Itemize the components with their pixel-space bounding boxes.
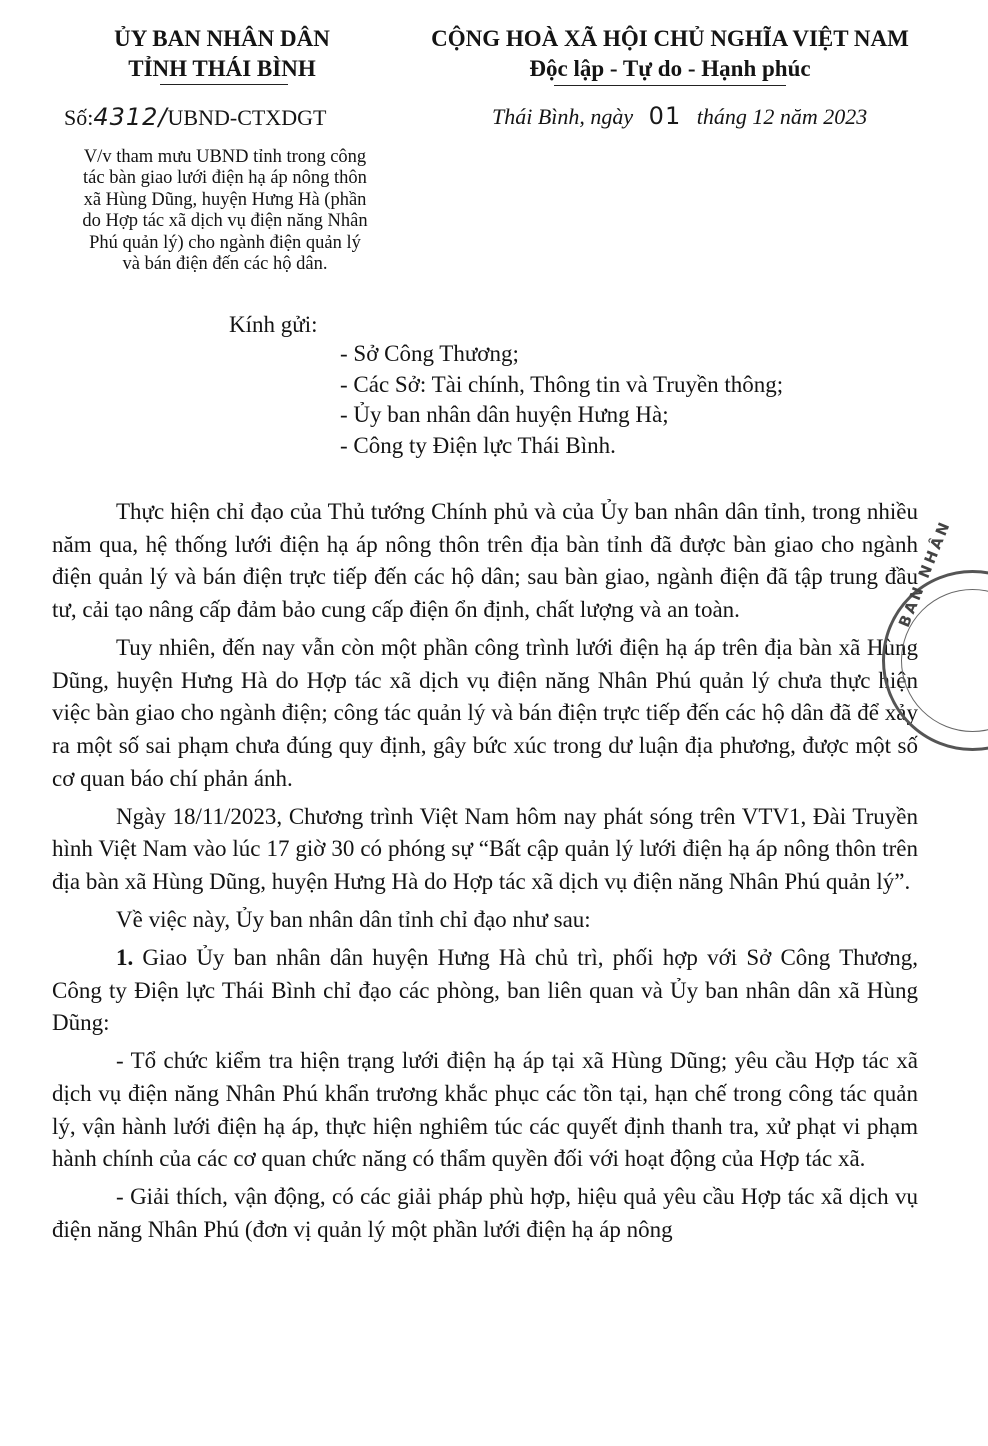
body-paragraph-numbered xyxy=(52,942,918,1040)
body-paragraph: Về việc này, Ủy ban nhân dân tỉnh chỉ đạo như sau: xyxy=(116,907,591,932)
subject-line: V/v tham mưu UBND tỉnh trong công xyxy=(83,147,367,167)
recipient-item: - Công ty Điện lực Thái Bình. xyxy=(340,432,616,458)
motto-underline xyxy=(554,85,786,86)
item-text: Giao Ủy ban nhân dân huyện Hưng Hà chủ trì, phối hợp với Sở Công Thương, Công ty Điện lực Thái Bình chỉ đạo các phòng, ban liên quan và Ủy ban nhân dân xã Hùng Dũng: xyxy=(52,944,918,1036)
national-motto: Độc lập - Tự do - Hạnh phúc xyxy=(529,56,811,81)
document-number xyxy=(64,103,326,131)
body-paragraph: Ngày 18/11/2023, Chương trình Việt Nam hôm nay phát sóng trên VTV1, Đài Truyền hình Việt Nam vào lúc 17 giờ 30 có phóng sự “Bất cập quản lý lưới điện hạ áp nông thôn trên địa bàn xã Hùng Dũng, huyện Hưng Hà do Hợp tác xã dịch vụ điện năng Nhân Phú quản lý”. xyxy=(52,803,918,895)
document-body xyxy=(52,496,918,1252)
number-code: UBND-CTXDGT xyxy=(167,105,327,130)
issuer-line-1: ỦY BAN NHÂN DÂN xyxy=(114,26,330,51)
recipient-item: - Ủy ban nhân dân huyện Hưng Hà; xyxy=(340,402,669,427)
national-header xyxy=(405,24,935,84)
handwritten-day: 01 xyxy=(648,102,682,130)
number-slash: / xyxy=(158,103,168,131)
subject-block xyxy=(55,147,395,275)
recipients-list xyxy=(340,339,783,461)
number-prefix: Số: xyxy=(64,105,94,130)
recipient-item: - Sở Công Thương; xyxy=(340,341,519,366)
subject-line: xã Hùng Dũng, huyện Hưng Hà (phần xyxy=(83,189,367,210)
date-prefix: Thái Bình, ngày xyxy=(492,104,634,129)
date-rest: tháng 12 năm 2023 xyxy=(696,104,868,129)
body-paragraph: Thực hiện chỉ đạo của Thủ tướng Chính phủ và của Ủy ban nhân dân tỉnh, trong nhiều năm qua, hệ thống lưới điện hạ áp nông thôn trên địa bàn tỉnh đã được bàn giao cho ngành điện quản lý và bán điện trực tiếp đến các hộ dân; sau bàn giao, ngành điện đã tập trung đầu tư, cải tạo nâng cấp đảm bảo cung cấp điện ổn định, chất lượng và an toàn. xyxy=(52,499,918,623)
national-title: CỘNG HOÀ XÃ HỘI CHỦ NGHĨA VIỆT NAM xyxy=(431,26,909,51)
seal-text: BAN NHÂN xyxy=(895,517,955,630)
recipients-title: Kính gửi: xyxy=(229,312,318,337)
handwritten-number: 4312 xyxy=(93,103,159,131)
issue-date xyxy=(492,102,867,130)
body-paragraph: Tuy nhiên, đến nay vẫn còn một phần công trình lưới điện hạ áp trên địa bàn xã Hùng Dũng, huyện Hưng Hà do Hợp tác xã dịch vụ điện năng Nhân Phú quản lý chưa thực hiện việc bàn giao cho ngành điện; công tác quản lý và bán điện trực tiếp đến các hộ dân đã để xảy ra một số sai phạm chưa đúng quy định, gây bức xúc trong dư luận địa phương, được một số cơ quan báo chí phản ánh. xyxy=(52,635,918,791)
subject-line: do Hợp tác xã dịch vụ điện năng Nhân xyxy=(82,211,368,232)
item-number: 1. xyxy=(116,944,134,970)
issuer-underline xyxy=(160,84,288,85)
subject-line: và bán điện đến các hộ dân. xyxy=(122,254,328,275)
body-paragraph: - Giải thích, vận động, có các giải pháp phù hợp, hiệu quả yêu cầu Hợp tác xã dịch vụ điện năng Nhân Phú (đơn vị quản lý một phần lưới điện hạ áp nông xyxy=(52,1184,918,1242)
subject-line: Phú quản lý) cho ngành điện quản lý xyxy=(89,232,361,253)
subject-line: tác bàn giao lưới điện hạ áp nông thôn xyxy=(83,168,367,189)
issuer-header xyxy=(72,24,372,84)
recipient-item: - Các Sở: Tài chính, Thông tin và Truyền thông; xyxy=(340,371,784,397)
issuer-line-2: TỈNH THÁI BÌNH xyxy=(128,56,316,81)
body-paragraph: - Tổ chức kiểm tra hiện trạng lưới điện hạ áp tại xã Hùng Dũng; yêu cầu Hợp tác xã dịch vụ điện năng Nhân Phú khẩn trương khắc phục các tồn tại, hạn chế trong công tác quản lý, vận hành lưới điện hạ áp, thực hiện nghiêm túc các quyết định thanh tra, xử phạt vi phạm hành chính của các cơ quan chức năng có thẩm quyền đối với hoạt động của Hợp tác xã. xyxy=(52,1048,918,1172)
